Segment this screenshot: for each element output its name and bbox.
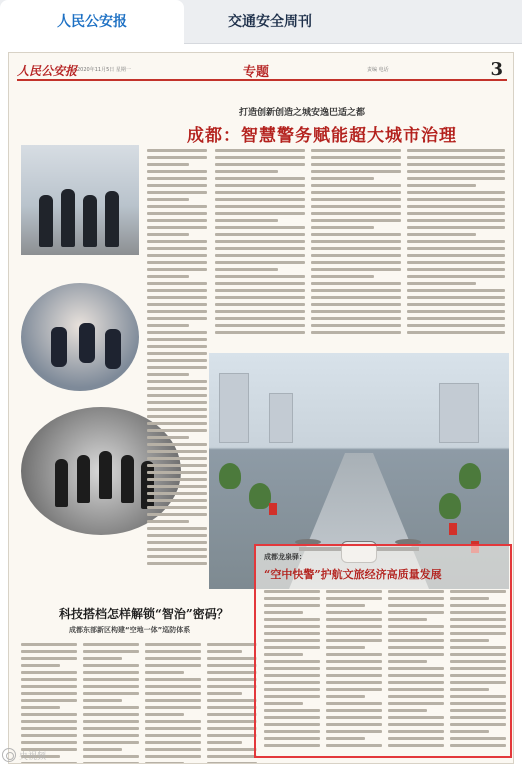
article-column xyxy=(21,643,77,764)
highlighted-article[interactable] xyxy=(254,544,512,758)
article-column xyxy=(215,149,305,338)
newspaper-logo: 人民公安报 xyxy=(17,64,78,78)
article-column xyxy=(83,643,139,764)
article-column xyxy=(388,590,444,751)
article-column xyxy=(147,149,207,569)
cctv-video-logo-icon xyxy=(2,748,16,762)
page-masthead xyxy=(17,61,507,81)
article-column xyxy=(145,643,201,764)
page-number: 3 xyxy=(490,59,503,80)
police-squad-photo xyxy=(21,145,139,255)
article-column xyxy=(207,643,257,764)
tab-people-public-security-news[interactable]: 人民公安报 xyxy=(0,0,184,45)
highlighted-article-headline[interactable]: “空中快警”护航文旅经济高质量发展 xyxy=(264,568,442,581)
watermark-text: 央视频 xyxy=(19,751,47,762)
tab-traffic-safety-weekly[interactable]: 交通安全周刊 xyxy=(228,14,312,30)
section-title: 专题 xyxy=(243,65,270,80)
highlighted-article-kicker: 成都龙泉驿： xyxy=(264,553,306,561)
police-drone-photo xyxy=(21,283,139,391)
masthead-editors: 责编 电话 xyxy=(367,67,389,73)
article-column xyxy=(264,590,320,751)
article-column xyxy=(407,149,505,338)
main-story-kicker: 打造创新创造之城安逸巴适之都 xyxy=(239,108,366,118)
article-column xyxy=(326,590,382,751)
masthead-date: 2020年11月5日 星期一 xyxy=(77,67,131,73)
second-story-headline[interactable]: 科技搭档怎样解锁“智治”密码？ xyxy=(59,607,229,621)
watermark xyxy=(2,748,46,762)
tab-bar xyxy=(0,0,522,44)
article-column xyxy=(450,590,506,751)
main-story-headline[interactable]: 成都：智慧警务赋能超大城市治理 xyxy=(187,126,457,146)
article-column xyxy=(311,149,401,338)
second-story-subhead: 成都东部新区构建“空地一体”巡防体系 xyxy=(69,626,191,634)
